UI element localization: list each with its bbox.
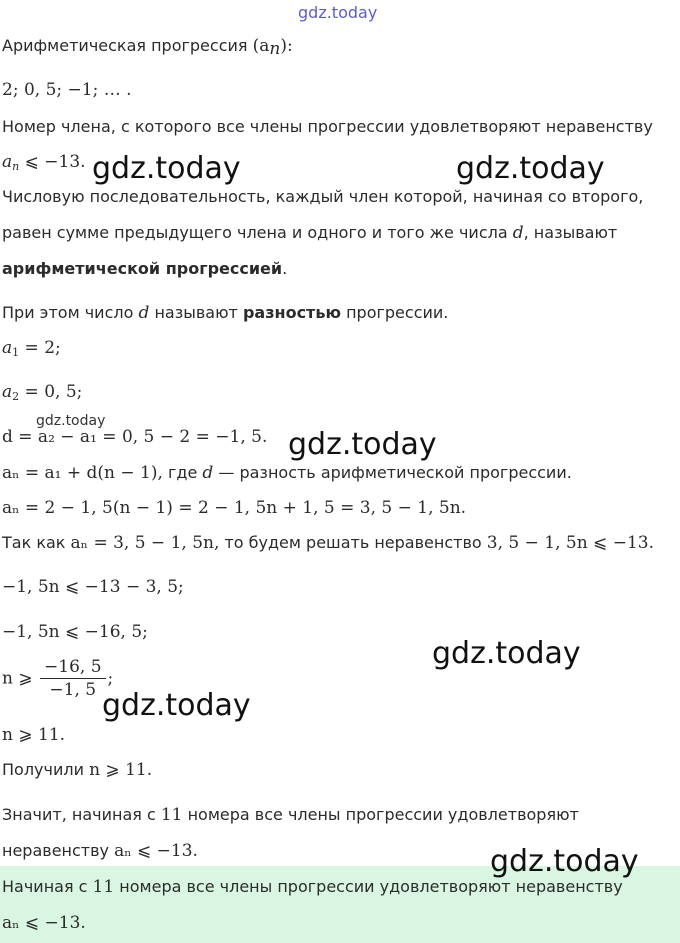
watermark-3: gdz.today — [288, 427, 437, 462]
solve-step-3: n ⩾ $\frac{-16, 5}{-1, 5}$ ; — [2, 657, 114, 700]
nth-term-calc: aₙ = 2 − 1, 5(n − 1) = 2 − 1, 5n + 1, 5 = 3, 5 − 1, 5n. — [2, 498, 467, 518]
watermark-4: gdz.today — [432, 636, 581, 671]
fraction: $\frac{-16, 5}{-1, 5}$ — [40, 656, 106, 701]
nth-term-formula: aₙ = a₁ + d(n − 1), где d — разность арифметической прогрессии. — [2, 463, 572, 483]
watermark-top: gdz.today — [298, 3, 378, 22]
definition-line-2: равен сумме предыдущего члена и одного и того же числа d, называют — [2, 223, 618, 243]
result-statement: Получили n ⩾ 11. — [2, 760, 153, 780]
watermark-small: gdz.today — [36, 413, 106, 429]
solve-step-1: −1, 5n ⩽ −13 − 3, 5; — [2, 577, 184, 597]
watermark-6: gdz.today — [490, 844, 639, 879]
watermark-2: gdz.today — [456, 151, 605, 186]
answer-line-1: Начиная с 11 номера все члены прогрессии удовлетворяют неравенству — [2, 877, 623, 897]
second-term: $a_2 = 0$, 5; — [2, 382, 83, 403]
watermark-1: gdz.today — [92, 151, 241, 186]
difference-calc: d = a₂ − a₁ = 0, 5 − 2 = −1, 5. — [2, 427, 268, 447]
solve-result: n ⩾ 11. — [2, 725, 66, 745]
inequality-setup: Так как aₙ = 3, 5 − 1, 5n, то будем решать неравенство 3, 5 − 1, 5n ⩽ −13. — [2, 533, 654, 553]
problem-title: Арифметическая прогрессия $(a_n)$: — [2, 36, 293, 59]
watermark-5: gdz.today — [102, 688, 251, 723]
answer-line-2: aₙ ⩽ −13. — [2, 913, 86, 933]
definition-line-3: арифметической прогрессией. — [2, 259, 288, 278]
conclusion-line-2: неравенству aₙ ⩽ −13. — [2, 841, 198, 861]
problem-inequality: $a_n$ ⩽ −13. — [2, 152, 86, 173]
sequence-terms: 2; 0, 5; −1; … . — [2, 80, 132, 100]
conclusion-line-1: Значит, начиная с 11 номера все члены прогрессии удовлетворяют — [2, 805, 579, 825]
first-term: $a_1 = 2$; — [2, 338, 61, 359]
definition-line-1: Числовую последовательность, каждый член которой, начиная со второго, — [2, 187, 644, 206]
problem-question: Номер члена, с которого все члены прогрессии удовлетворяют неравенству — [2, 117, 653, 136]
solve-step-2: −1, 5n ⩽ −16, 5; — [2, 622, 148, 642]
difference-definition: При этом число d называют разностью прогрессии. — [2, 303, 449, 323]
